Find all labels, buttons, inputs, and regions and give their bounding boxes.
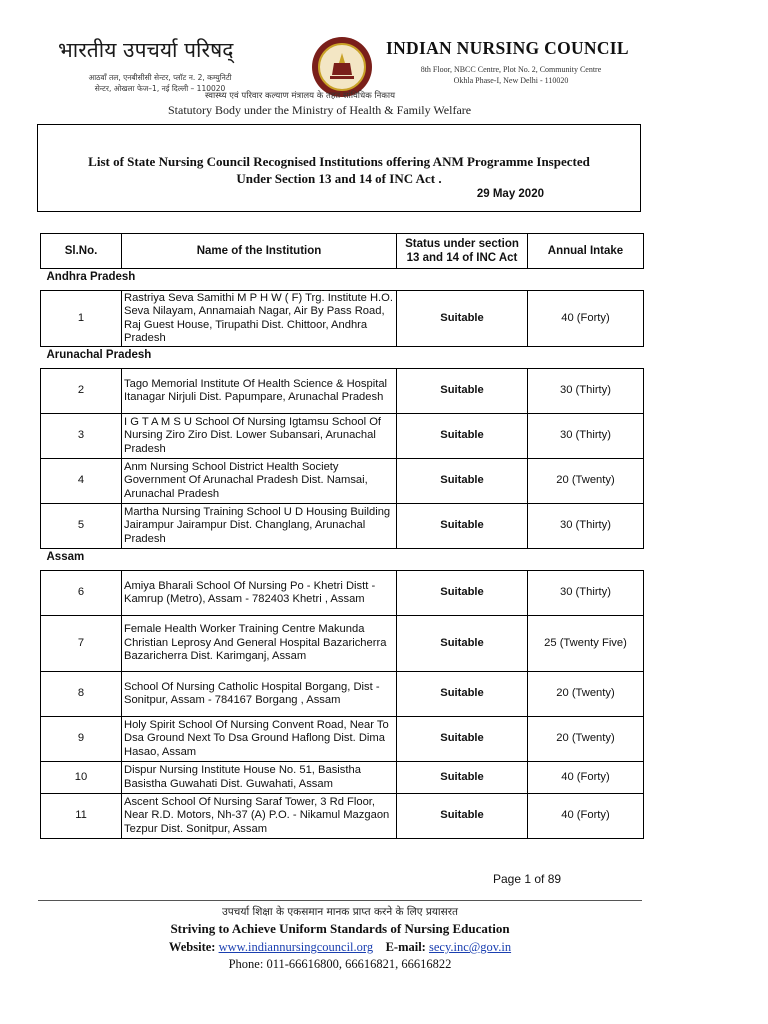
cell-institution-name: Female Health Worker Training Centre Makunda Christian Leprosy And General Hospital Bazaricherra Bazaricherra Dist. Karimganj, Assam <box>122 616 397 672</box>
header-institution-name: Name of the Institution <box>122 234 397 269</box>
email-link[interactable]: secy.inc@gov.in <box>428 940 512 954</box>
cell-status: Suitable <box>397 291 528 347</box>
state-heading: Assam <box>46 551 85 563</box>
header-annual-intake: Annual Intake <box>528 234 644 269</box>
cell-annual-intake: 20 (Twenty) <box>528 717 644 762</box>
cell-sl-no: 11 <box>41 794 122 839</box>
document-date: 29 May 2020 <box>476 188 544 200</box>
state-heading: Andhra Pradesh <box>46 271 136 283</box>
cell-sl-no: 3 <box>41 414 122 459</box>
cell-institution-name: Anm Nursing School District Health Society Government Of Arunachal Pradesh Dist. Namsai, Arunachal Pradesh <box>122 459 397 504</box>
cell-institution-name: School Of Nursing Catholic Hospital Borgang, Dist - Sonitpur, Assam - 784167 Borgang , Assam <box>122 672 397 717</box>
cell-institution-name: Martha Nursing Training School U D Housing Building Jairampur Jairampur Dist. Changlang, Arunachal Pradesh <box>122 504 397 549</box>
table-row <box>41 291 644 347</box>
letterhead <box>40 32 640 122</box>
cell-status: Suitable <box>397 504 528 549</box>
table-row <box>41 504 644 549</box>
cell-sl-no: 8 <box>41 672 122 717</box>
cell-annual-intake: 40 (Forty) <box>528 291 644 347</box>
cell-annual-intake: 40 (Forty) <box>528 762 644 794</box>
header-status <box>397 234 528 269</box>
cell-institution-name: I G T A M S U School Of Nursing Igtamsu School Of Nursing Ziro Ziro Dist. Lower Subansari, Arunachal Pradesh <box>122 414 397 459</box>
footer <box>0 905 680 973</box>
cell-status: Suitable <box>397 717 528 762</box>
table-row <box>41 762 644 794</box>
address-english <box>386 64 636 86</box>
cell-status: Suitable <box>397 459 528 504</box>
header-status-line1: Status under section <box>405 238 519 250</box>
footer-divider <box>38 900 642 901</box>
footer-phone: Phone: 011-66616800, 66616821, 66616822 <box>228 957 452 971</box>
table-row <box>41 717 644 762</box>
cell-institution-name: Tago Memorial Institute Of Health Science & Hospital Itanagar Nirjuli Dist. Papumpare, Arunachal Pradesh <box>122 369 397 414</box>
cell-status: Suitable <box>397 414 528 459</box>
cell-institution-name: Dispur Nursing Institute House No. 51, Basistha Basistha Guwahati Dist. Guwahati, Assam <box>122 762 397 794</box>
cell-sl-no: 5 <box>41 504 122 549</box>
cell-sl-no: 1 <box>41 291 122 347</box>
council-name-english: INDIAN NURSING COUNCIL <box>386 38 629 58</box>
website-link[interactable]: www.indiannursingcouncil.org <box>218 940 374 954</box>
page-number: Page 1 of 89 <box>493 872 562 886</box>
footer-motto-hindi: उपचर्या शिक्षा के एकसमान मानक प्राप्त करने के लिए प्रयासरत <box>221 906 459 918</box>
address-english-line2: Okhla Phase-I, New Delhi - 110020 <box>453 76 569 85</box>
footer-contact <box>0 938 680 956</box>
state-heading-row <box>41 549 644 571</box>
cell-status: Suitable <box>397 616 528 672</box>
document-title-line2: Under Section 13 and 14 of INC Act . <box>236 171 442 186</box>
email-label: E-mail: <box>385 940 426 954</box>
cell-annual-intake: 40 (Forty) <box>528 794 644 839</box>
cell-institution-name: Holy Spirit School Of Nursing Convent Road, Near To Dsa Ground Next To Dsa Ground Haflong Dist. Dima Hasao, Assam <box>122 717 397 762</box>
header-status-line2: 13 and 14 of INC Act <box>406 252 518 264</box>
cell-sl-no: 10 <box>41 762 122 794</box>
address-hindi-line2: सेन्टर, ओखला फेज–1, नई दिल्ली – 110020 <box>94 84 226 93</box>
cell-sl-no: 9 <box>41 717 122 762</box>
document-title <box>38 153 640 187</box>
cell-annual-intake: 30 (Thirty) <box>528 414 644 459</box>
address-hindi-line1: आठवाँ तल, एनबीसीसी सेन्टर, प्लॉट न. 2, कम्युनिटी <box>88 73 232 82</box>
document-title-box <box>37 124 641 212</box>
cell-status: Suitable <box>397 794 528 839</box>
document-title-line1: List of State Nursing Council Recognised Institutions offering ANM Programme Inspected <box>88 154 590 169</box>
cell-institution-name: Rastriya Seva Samithi M P H W ( F) Trg. Institute H.O. Seva Nilayam, Annamaiah Nagar, Air By Pass Road, Raj Guest House, Tirupathi Dist. Chittoor, Andhra Pradesh <box>122 291 397 347</box>
cell-annual-intake: 25 (Twenty Five) <box>528 616 644 672</box>
cell-sl-no: 6 <box>41 571 122 616</box>
cell-status: Suitable <box>397 762 528 794</box>
state-heading-row <box>41 347 644 369</box>
cell-sl-no: 7 <box>41 616 122 672</box>
header-sl-no: Sl.No. <box>41 234 122 269</box>
table-row <box>41 369 644 414</box>
cell-status: Suitable <box>397 672 528 717</box>
table-row <box>41 459 644 504</box>
cell-sl-no: 4 <box>41 459 122 504</box>
cell-annual-intake: 20 (Twenty) <box>528 459 644 504</box>
table-row <box>41 616 644 672</box>
table-header-row <box>41 234 644 269</box>
table-row <box>41 672 644 717</box>
cell-annual-intake: 30 (Thirty) <box>528 504 644 549</box>
footer-motto: Striving to Achieve Uniform Standards of Nursing Education <box>170 921 510 936</box>
state-heading: Arunachal Pradesh <box>46 349 152 361</box>
council-name-hindi: भारतीय उपचर्या परिषद् <box>58 38 234 62</box>
cell-annual-intake: 30 (Thirty) <box>528 369 644 414</box>
cell-institution-name: Ascent School Of Nursing Saraf Tower, 3 Rd Floor, Near R.D. Motors, Nh-37 (A) P.O. - Nikamul Mazgaon Tezpur Dist. Sonitpur, Assam <box>122 794 397 839</box>
website-label: Website: <box>168 940 216 954</box>
ministry-line-hindi: स्वास्थ्य एवं परिवार कल्याण मंत्रालय के तहत सांविधिक निकाय <box>205 91 396 101</box>
table-row <box>41 794 644 839</box>
address-english-line1: 8th Floor, NBCC Centre, Plot No. 2, Community Centre <box>420 65 602 74</box>
institutions-table <box>40 233 644 839</box>
statutory-line: Statutory Body under the Ministry of Health & Family Welfare <box>168 103 472 117</box>
cell-annual-intake: 30 (Thirty) <box>528 571 644 616</box>
cell-institution-name: Amiya Bharali School Of Nursing Po - Khetri Distt - Kamrup (Metro), Assam - 782403 Khetri , Assam <box>122 571 397 616</box>
cell-annual-intake: 20 (Twenty) <box>528 672 644 717</box>
cell-status: Suitable <box>397 571 528 616</box>
cell-sl-no: 2 <box>41 369 122 414</box>
table-row <box>41 571 644 616</box>
cell-status: Suitable <box>397 369 528 414</box>
state-heading-row <box>41 269 644 291</box>
table-row <box>41 414 644 459</box>
